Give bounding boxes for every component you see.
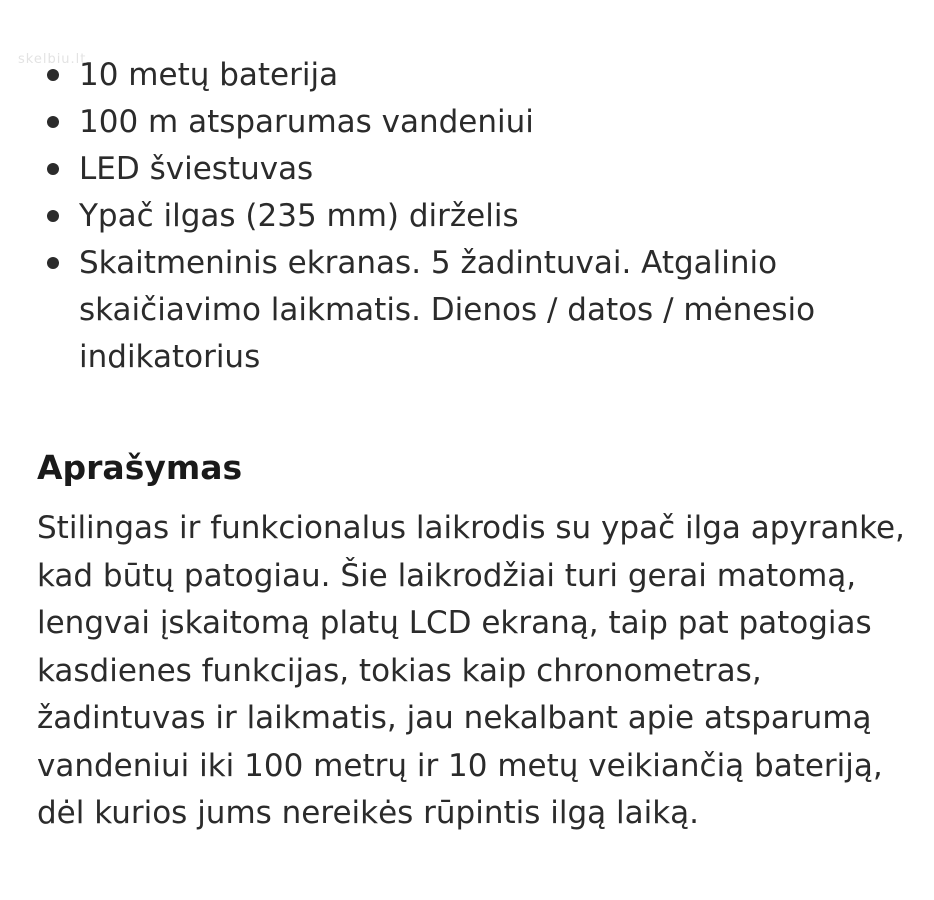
feature-text: Ypač ilgas (235 mm) dirželis: [79, 198, 519, 234]
bullet-icon: [47, 257, 59, 269]
feature-text: 10 metų baterija: [79, 57, 339, 93]
description-heading: Aprašymas: [37, 448, 243, 487]
feature-item: [0, 193, 934, 240]
bullet-icon: [47, 116, 59, 128]
feature-item: [0, 99, 934, 146]
feature-text: Skaitmeninis ekranas. 5 žadintuvai. Atgalinio skaičiavimo laikmatis. Dienos / datos / mėnesio indikatorius: [79, 245, 816, 375]
bullet-icon: [47, 163, 59, 175]
feature-text: 100 m atsparumas vandeniui: [79, 104, 534, 140]
bullet-icon: [47, 69, 59, 81]
feature-item: [0, 52, 934, 99]
feature-text: LED šviestuvas: [79, 151, 314, 187]
watermark-logo: skelbiu.lt: [18, 52, 87, 67]
feature-item: [0, 240, 934, 381]
feature-item: [0, 146, 934, 193]
feature-list: [0, 52, 934, 381]
description-text: Stilingas ir funkcionalus laikrodis su ypač ilga apyranke, kad būtų patogiau. Šie laikrodžiai turi gerai matomą, lengvai įskaitomą platų LCD ekraną, taip pat patogias kasdienes funkcijas, tokias kaip chronometras, žadintuvas ir laikmatis, jau nekalbant apie atsparumą vandeniui iki 100 metrų ir 10 metų veikiančią bateriją, dėl kurios jums nereikės rūpintis ilgą laiką.: [37, 510, 905, 831]
bullet-icon: [47, 210, 59, 222]
